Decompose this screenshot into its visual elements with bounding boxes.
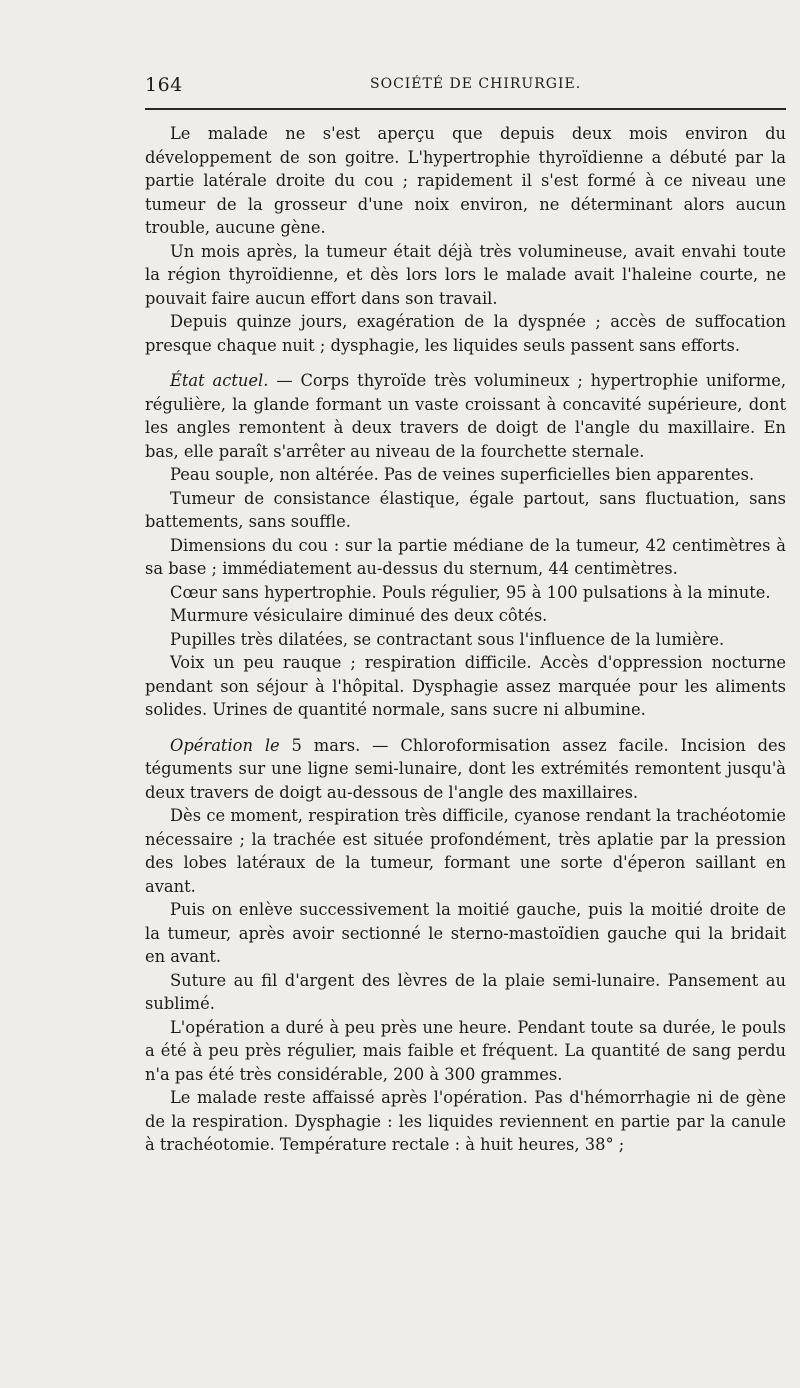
section-lead: État actuel. — [170, 371, 269, 390]
paragraph — [145, 240, 786, 311]
paragraph-text: Cœur sans hypertrophie. Pouls régulier, 95 à 100 pulsations à la minute. — [170, 582, 771, 602]
paragraph — [145, 628, 786, 652]
paragraph-text: Voix un peu rauque ; respiration difficile. Accès d'oppression nocturne pendant son séjour à l'hôpital. Dysphagie assez marquée pour les aliments solides. Urines de quantité normale, sans sucre ni albumine. — [145, 653, 786, 719]
body-text — [145, 122, 786, 1157]
paragraph — [145, 310, 786, 357]
paragraph — [145, 1086, 786, 1157]
paragraph-text: Peau souple, non altérée. Pas de veines superficielles bien apparentes. — [170, 465, 755, 484]
running-header — [145, 74, 786, 98]
paragraph — [145, 734, 786, 805]
paragraph-text: 5 mars. — Chloroformisation assez facile. Incision des téguments sur une ligne semi-lunaire, dont les extrémités remontent jusqu'à deux travers de doigt au-dessous de l'angle des maxillaires. — [145, 735, 787, 802]
page-number: 164 — [145, 74, 183, 96]
paragraph-text: Murmure vésiculaire diminué des deux côtés. — [170, 606, 548, 625]
paragraph — [145, 463, 786, 487]
paragraph-text: Pupilles très dilatées, se contractant sous l'influence de la lumière. — [170, 629, 725, 649]
paragraph-text: Tumeur de consistance élastique, égale partout, sans fluctuation, sans battements, sans souffle. — [145, 488, 786, 531]
paragraph — [145, 487, 786, 534]
paragraph — [145, 898, 786, 969]
paragraph-text: Le malade reste affaissé après l'opération. Pas d'hémorrhagie ni de gène de la respiration. Dysphagie : les liquides reviennent en partie par la canule à trachéotomie. Température rectale : à huit heures, 38° ; — [145, 1088, 786, 1154]
paragraph — [145, 804, 786, 898]
paragraph-text: Le malade ne s'est aperçu que depuis deux mois environ du développement de son goitre. L'hypertrophie thyroïdienne a débuté par la partie latérale droite du cou ; rapidement il s'est formé à ce niveau une tumeur de la grosseur d'une noix environ, ne déterminant alors aucun trouble, aucune gène. — [145, 124, 786, 237]
paragraph-text: Depuis quinze jours, exagération de la dyspnée ; accès de suffocation presque chaque nuit ; dysphagie, les liquides seuls passent sans efforts. — [145, 312, 786, 355]
paragraph-text: — Corps thyroïde très volumineux ; hypertrophie uniforme, régulière, la glande formant un vaste croissant à concavité supérieure, dont les angles remontent à deux travers de doigt de l'angle du maxillaire. En bas, elle paraît s'arrêter au niveau de la fourchette sternale. — [145, 371, 786, 461]
paragraph-text: Dimensions du cou : sur la partie médiane de la tumeur, 42 centimètres à sa base ; immédiatement au-dessus du sternum, 44 centimètres. — [145, 535, 786, 578]
running-title: SOCIÉTÉ DE CHIRURGIE. — [370, 76, 582, 92]
paragraph — [145, 122, 786, 240]
paragraph-text: L'opération a duré à peu près une heure. Pendant toute sa durée, le pouls a été à peu près régulier, mais faible et fréquent. La quantité de sang perdu n'a pas été très considérable, 200 à 300 grammes. — [145, 1017, 786, 1084]
paragraph-text: Un mois après, la tumeur était déjà très volumineuse, avait envahi toute la région thyroïdienne, et dès lors lors le malade avait l'haleine courte, ne pouvait faire aucun effort dans son travail. — [145, 241, 786, 308]
paragraph — [145, 581, 786, 605]
paragraph-text: Puis on enlève successivement la moitié gauche, puis la moitié droite de la tumeur, après avoir sectionné le sterno-mastoïdien gauche qui la bridait en avant. — [145, 900, 786, 966]
paragraph — [145, 534, 786, 581]
paragraph-text: Suture au fil d'argent des lèvres de la plaie semi-lunaire. Pansement au sublimé. — [145, 970, 786, 1013]
header-rule — [145, 108, 786, 110]
paragraph — [145, 1016, 786, 1087]
paragraph — [145, 369, 786, 463]
paragraph — [145, 604, 786, 628]
paragraph — [145, 969, 786, 1016]
paragraph-text: Dès ce moment, respiration très difficile, cyanose rendant la trachéotomie nécessaire ; la trachée est située profondément, très aplatie par la pression des lobes latéraux de la tumeur, formant une sorte d'éperon saillant en avant. — [145, 806, 786, 896]
paragraph — [145, 651, 786, 722]
section-lead: Opération le — [170, 735, 280, 755]
